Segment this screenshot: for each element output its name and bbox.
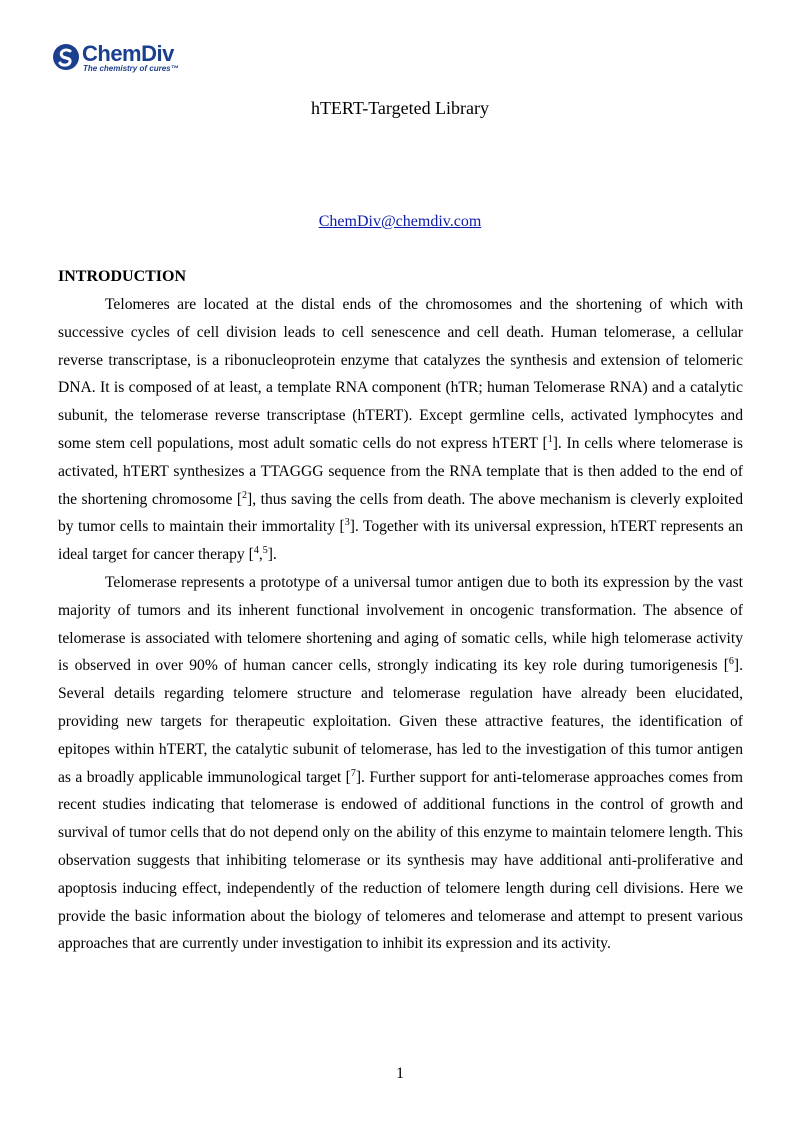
citation-superscript: 5	[262, 545, 268, 557]
paragraph-text: ]. Further support for anti-telomerase approaches comes from recent studies indicating that telomerase is endowed of additional functions in the control of growth and survival of tumor cells that do not depend only on the ability of this enzyme to maintain telomere length. This observation suggests that inhibiting telomerase or its synthesis may have additional anti-proliferative and apoptosis inducing effect, independently of the reduction of telomere length during cell divisions. Here we provide the basic information about the biology of telomeres and telomerase and attempt to present various approaches that are currently under investigation to inhibit its expression and its activity.	[58, 768, 743, 953]
email-line	[0, 212, 800, 232]
chemdiv-logo	[53, 42, 193, 76]
citation-superscript: 2	[242, 489, 248, 501]
logo-brand-name: ChemDiv	[82, 41, 174, 66]
page-number: 1	[396, 1065, 404, 1082]
citation-superscript: 4	[253, 545, 259, 557]
chemdiv-logo-icon	[53, 44, 79, 70]
citation-superscript: 6	[728, 656, 734, 668]
email-link[interactable]: ChemDiv@chemdiv.com	[318, 213, 482, 230]
paragraph-text: ]. Several details regarding telomere structure and telomerase regulation have already been elucidated, providing new targets for therapeutic exploitation. Given these attractive features, the identification of epitopes within hTERT, the catalytic subunit of telomerase, has led to the investigation of this tumor antigen as a broadly applicable immunological target [	[58, 657, 743, 786]
body-paragraph	[58, 291, 743, 569]
introduction-section	[58, 263, 743, 958]
citation-superscript: 1	[547, 433, 553, 445]
paragraph-text: Telomeres are located at the distal ends of the chromosomes and the shortening of which with successive cycles of cell division leads to cell senescence and cell death. Human telomerase, a cellular reverse transcriptase, is a ribonucleoprotein enzyme that catalyzes the synthesis and extension of telomeric DNA. It is composed of at least, a template RNA component (hTR; human Telomerase RNA) and a catalytic subunit, the telomerase reverse transcriptase (hTERT). Except germline cells, activated lymphocytes and some stem cell populations, most adult somatic cells do not express hTERT [	[58, 296, 743, 452]
paragraph-text: Telomerase represents a prototype of a universal tumor antigen due to both its expression by the vast majority of tumors and its inherent functional involvement in oncogenic transformation. The absence of telomerase is associated with telomere shortening and aging of somatic cells, while high telomerase activity is observed in over 90% of human cancer cells, strongly indicating its key role during tumorigenesis [	[58, 573, 743, 675]
logo-tagline: The chemistry of cures™	[83, 64, 179, 73]
paragraph-text: ,	[258, 546, 263, 564]
section-heading: INTRODUCTION	[58, 268, 187, 285]
citation-superscript: 3	[344, 517, 350, 529]
body-paragraph	[58, 569, 743, 958]
document-title: hTERT-Targeted Library	[310, 98, 490, 118]
paragraph-text: ]. Together with its universal expression, hTERT represents an ideal target for cancer therapy [	[58, 518, 744, 564]
paragraph-text: ].	[267, 546, 277, 564]
paragraphs-container	[58, 291, 743, 958]
paragraph-text: ], thus saving the cells from death. The above mechanism is cleverly exploited by tumor cells to maintain their immortality [	[58, 490, 743, 536]
citation-superscript: 7	[350, 767, 356, 779]
paragraph-text: ]. In cells where telomerase is activated, hTERT synthesizes a TTAGGG sequence from the RNA template that is then added to the end of the shortening chromosome [	[58, 434, 743, 508]
